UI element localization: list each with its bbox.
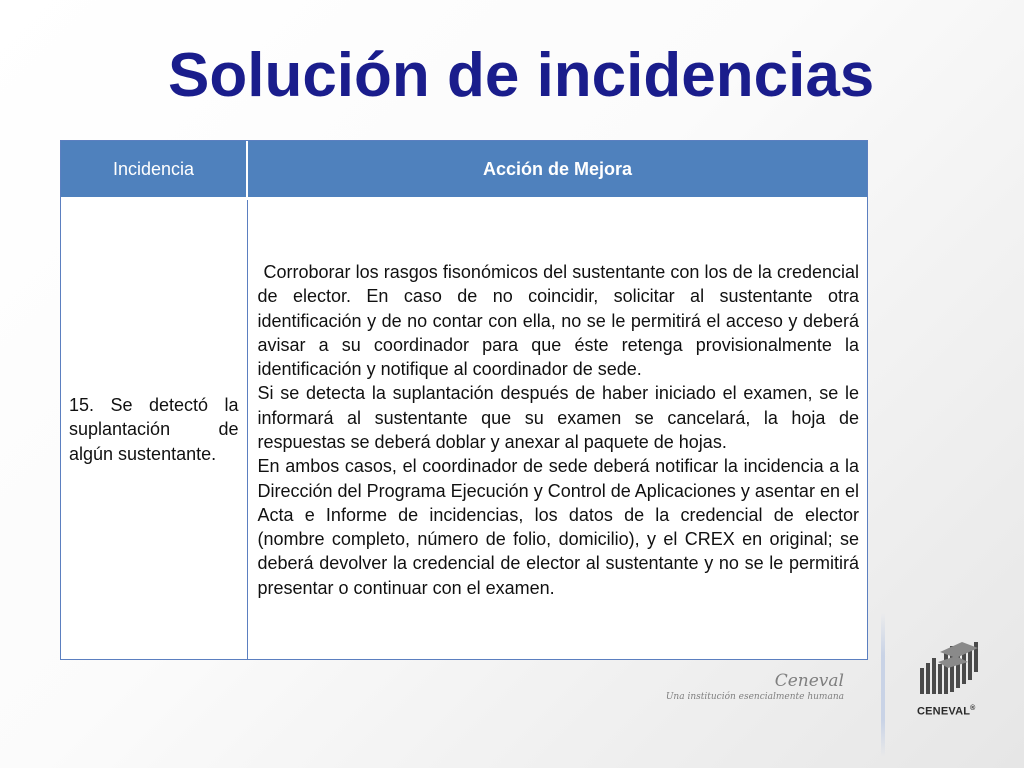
incidencias-table xyxy=(60,140,868,660)
accion-cell xyxy=(247,199,867,660)
header-incidencia: Incidencia xyxy=(61,141,247,199)
slide-title: Solución de incidencias xyxy=(168,41,875,110)
ceneval-logo-name: CENEVAL xyxy=(917,705,971,718)
accion-paragraph-3: En ambos casos, el coordinador de sede deberá notificar la incidencia a la Dirección del Programa Ejecución y Control de Aplicaciones y asentar en el Acta e Informe de incidencias, los datos de la credencial de elector (nombre completo, número de folio, domicilio), y el CREX en original; se deberá devolver la credencial de elector al sustentante y no se le permitirá presentar o continuar con el examen. xyxy=(257,456,859,598)
logo-divider xyxy=(881,612,885,757)
table-header-row xyxy=(61,141,867,199)
table-row xyxy=(61,199,867,660)
ceneval-tagline: Una institución esencialmente humana xyxy=(665,692,844,702)
header-accion-de-mejora: Acción de Mejora xyxy=(247,141,867,199)
accion-paragraph-2: Si se detecta la suplantación después de haber iniciado el examen, se le informará al sustentante que su examen se cancelará, la hoja de respuestas se deberá doblar y anexar al paquete de hojas. xyxy=(257,383,859,452)
ceneval-building-logo-icon xyxy=(918,638,980,700)
registered-mark: ® xyxy=(970,705,976,712)
incidencia-cell: 15. Se detectó la suplantación de algún sustentante. xyxy=(61,199,247,660)
ceneval-logo-text xyxy=(917,705,976,718)
incidencias-table-grid xyxy=(61,141,867,659)
accion-paragraph-1: Corroborar los rasgos fisonómicos del sustentante con los de la credencial de elector. En caso de no coincidir, solicitar al sustentante otra identificación y de no contar con ella, no se le permitirá el acceso y deberá avisar a su coordinador para que éste retenga provisionalmente la identificación y notifique al coordinador de sede. xyxy=(257,261,859,380)
ceneval-script-wordmark: Ceneval xyxy=(774,671,844,691)
